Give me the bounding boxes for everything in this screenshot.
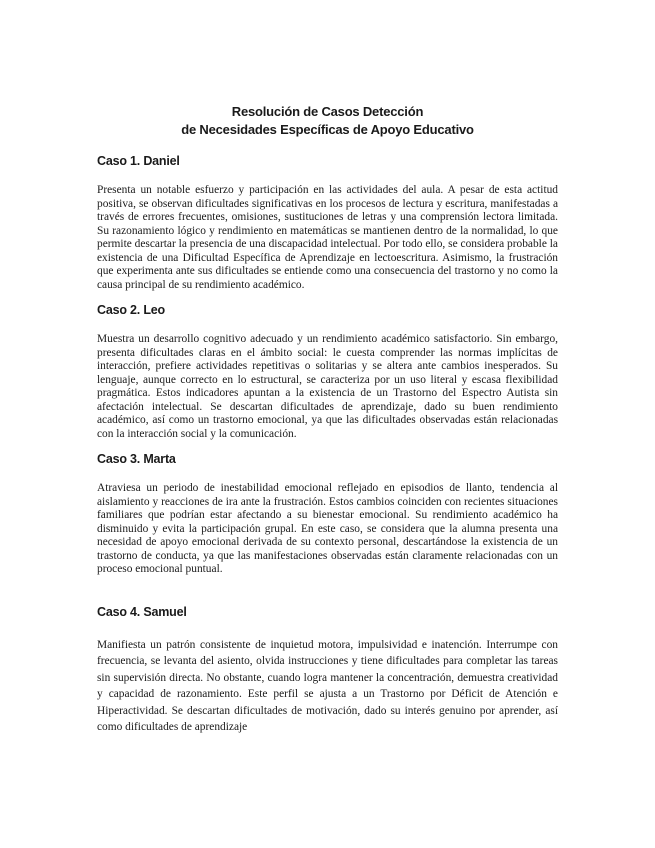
title-line-1: Resolución de Casos Detección	[231, 104, 424, 119]
case-4-text: Manifiesta un patrón consistente de inquietud motora, impulsividad e inatención. Interrumpe con frecuencia, se levanta del asiento, olvida instrucciones y tiene dificultades para completar las tareas sin supervisión directa. No obstante, cuando logra mantener la concentración, demuestra creatividad y capacidad de razonamiento. Este perfil se ajusta a un Trastorno por Déficit de Atención e Hiperactividad. Se descartan dificultades de motivación, dado su interés genuino por aprender, así como dificultades de aprendizaje	[97, 638, 558, 734]
title-line-2: de Necesidades Específicas de Apoyo Educativo	[181, 122, 474, 137]
document-title	[97, 103, 558, 139]
case-4-heading: Caso 4. Samuel	[97, 604, 187, 619]
case-3	[97, 451, 558, 577]
case-3-text: Atraviesa un periodo de inestabilidad emocional reflejado en episodios de llanto, tendencia al aislamiento y reacciones de ira ante la frustración. Estos cambios coinciden con recientes situaciones familiares que podrían estar afectando a su bienestar emocional. Su rendimiento académico ha disminuido y evita la participación grupal. En este caso, se considera que la alumna presenta una necesidad de apoyo emocional derivada de su contexto personal, descartándose la existencia de un trastorno de conducta, ya que las manifestaciones observadas están claramente relacionadas con un proceso emocional puntual.	[97, 482, 558, 575]
case-1-text: Presenta un notable esfuerzo y participación en las actividades del aula. A pesar de esta actitud positiva, se observan dificultades significativas en los procesos de lectura y escritura, manifestadas a través de errores frecuentes, omisiones, sustituciones de letras y una comprensión lectora limitada. Su razonamiento lógico y rendimiento en matemáticas se mantienen dentro de la normalidad, lo que permite descartar la presencia de una discapacidad intelectual. Por todo ello, se considera probable la existencia de una Dificultad Específica de Aprendizaje en lectoescritura. Asimismo, la frustración que experimenta ante sus dificultades se entiende como una consecuencia del trastorno y no como la causa principal de su rendimiento académico.	[97, 184, 558, 291]
case-1	[97, 153, 558, 292]
case-2	[97, 302, 558, 441]
case-1-heading: Caso 1. Daniel	[97, 154, 180, 168]
case-2-text: Muestra un desarrollo cognitivo adecuado y un rendimiento académico satisfactorio. Sin embargo, presenta dificultades claras en el ámbito social: le cuesta comprender las normas implícitas de interacción, prefiere actividades repetitivas o solitarias y se altera ante cambios inesperados. Su lenguaje, aunque correcto en lo estructural, se caracteriza por un uso literal y escasa flexibilidad pragmática. Estos indicadores apuntan a la existencia de un Trastorno del Espectro Autista sin afectación intelectual. Se descartan dificultades de aprendizaje, dado su buen rendimiento académico, así como un trastorno emocional, ya que las dificultades observadas están relacionadas con la interacción social y la comunicación.	[97, 333, 558, 440]
case-2-heading: Caso 2. Leo	[97, 303, 165, 317]
case-3-heading: Caso 3. Marta	[97, 452, 176, 466]
case-4	[97, 604, 558, 737]
